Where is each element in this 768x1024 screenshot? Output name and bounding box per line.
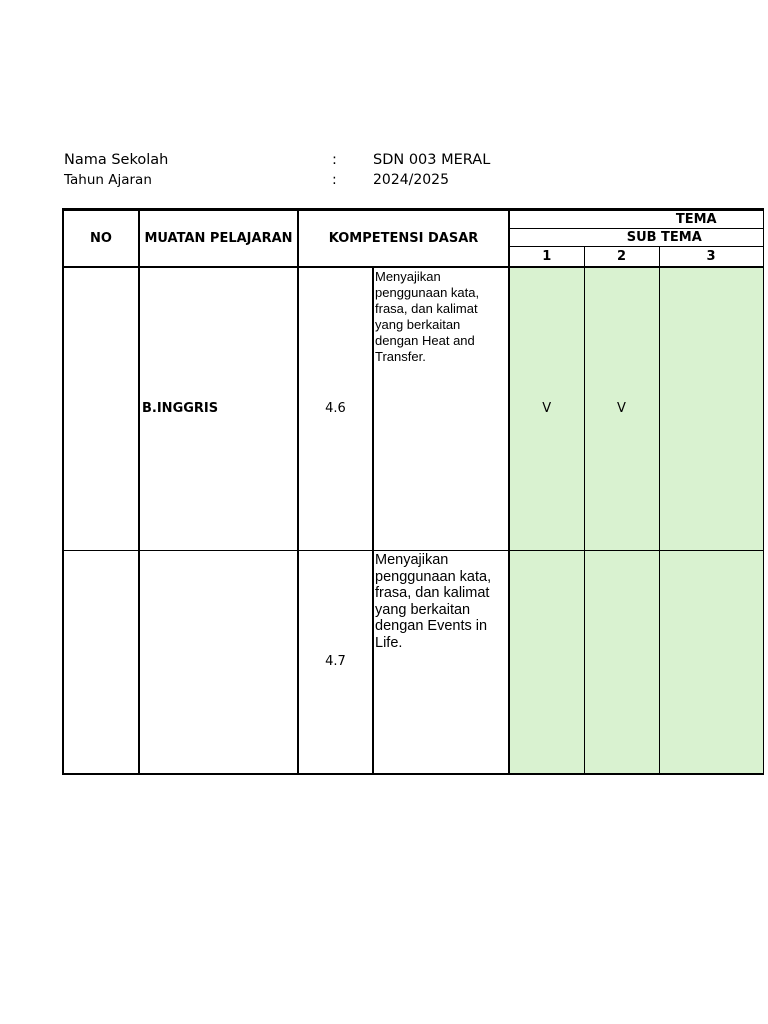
header-sub-1: 1: [509, 247, 584, 267]
header-no: NO: [63, 210, 139, 267]
cell-check-3: [659, 551, 763, 774]
school-label: Nama Sekolah: [64, 152, 169, 168]
header-sub-3: 3: [659, 247, 763, 267]
year-label: Tahun Ajaran: [64, 172, 152, 188]
cell-kd-code: 4.6: [298, 267, 373, 551]
table-viewport: [62, 208, 717, 778]
cell-kd-text: Menyajikan penggunaan kata, frasa, dan kalimat yang berkaitan dengan Events in Life.: [373, 551, 509, 774]
header-tema-text: TEMA: [675, 212, 717, 227]
header-sub-2: 2: [584, 247, 659, 267]
cell-no: [63, 551, 139, 774]
competency-table: [62, 208, 764, 775]
year-value: 2024/2025: [373, 172, 449, 188]
header-kompetensi: KOMPETENSI DASAR: [298, 210, 509, 267]
school-value: SDN 003 MERAL: [373, 152, 491, 168]
cell-check-2: [584, 551, 659, 774]
cell-muatan: [139, 551, 298, 774]
header-subtema: [509, 229, 763, 247]
cell-kd-code: 4.7: [298, 551, 373, 774]
table-row: [63, 267, 763, 551]
cell-check-1: V: [509, 267, 584, 551]
header-subtema-text: SUB TEMA: [626, 230, 702, 245]
header-tema: [509, 210, 763, 229]
cell-muatan: B.INGGRIS: [139, 267, 298, 551]
header-muatan: MUATAN PELAJARAN: [139, 210, 298, 267]
school-separator: :: [332, 152, 337, 168]
cell-check-1: [509, 551, 584, 774]
cell-check-2: V: [584, 267, 659, 551]
cell-no: [63, 267, 139, 551]
year-separator: :: [332, 172, 337, 188]
cell-kd-text: Menyajikan penggunaan kata, frasa, dan kalimat yang berkaitan dengan Heat and Transfer.: [373, 267, 509, 551]
cell-check-3: [659, 267, 763, 551]
table-row: [63, 551, 763, 774]
